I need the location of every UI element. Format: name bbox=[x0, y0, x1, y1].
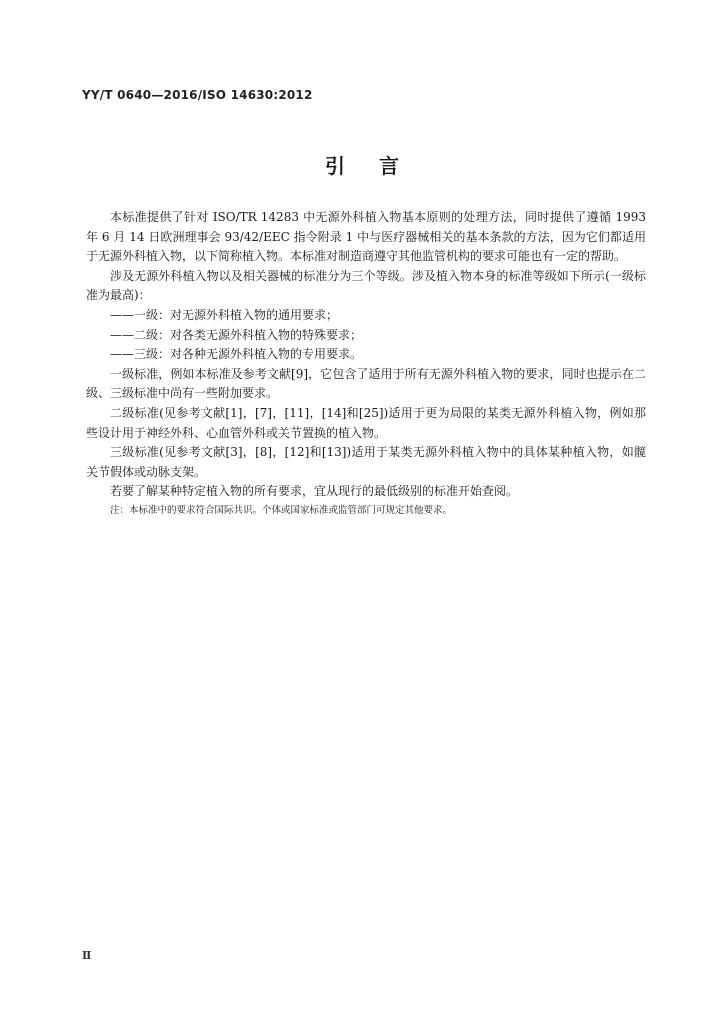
list-item-level-2: ——二级：对各类无源外科植入物的特殊要求； bbox=[110, 327, 363, 342]
page-title: 引言 bbox=[325, 154, 433, 178]
list-item-level-1: ——一级：对无源外科植入物的通用要求； bbox=[110, 307, 339, 322]
paragraph-level-2-standards: 二级标准(见参考文献[1]，[7]，[11]，[14]和[25])适用于更为局限的某类无源外科植入物，例如那些设计用于神经外科、心血管外科或关节置换的植入物。 bbox=[86, 405, 646, 440]
paragraph-scope: 本标准提供了针对 ISO/TR 14283 中无源外科植入物基本原则的处理方法，同时提供了遵循 1993 年 6 月 14 日欧洲理事会 93/42/EEC 指令附录 1 中与医疗器械相关的基本条款的方法，因为它们都适用于无源外科植入物，以下简称植入物。本标准对制造商遵守其他监管机构的要求可能也有一定的帮助。 bbox=[86, 210, 646, 264]
list-item-level-3: ——三级：对各种无源外科植入物的专用要求。 bbox=[110, 347, 363, 362]
standard-code-header: YY/T 0640—2016/ISO 14630:2012 bbox=[82, 88, 313, 102]
paragraph-level-1-standards: 一级标准，例如本标准及参考文献[9]，它包含了适用于所有无源外科植入物的要求，同时也提示在二级、三级标准中尚有一些附加要求。 bbox=[86, 366, 646, 401]
paragraph-level-3-standards: 三级标准(见参考文献[3]，[8]，[12]和[13])适用于某类无源外科植入物中的具体某种植入物，如髋关节假体或动脉支架。 bbox=[86, 445, 646, 479]
paragraph-guidance: 若要了解某种特定植入物的所有要求，宜从现行的最低级别的标准开始查阅。 bbox=[110, 484, 519, 499]
introduction-body bbox=[86, 208, 646, 520]
paragraph-levels-intro: 涉及无源外科植入物以及相关器械的标准分为三个等级。涉及植入物本身的标准等级如下所示(一级标准为最高)： bbox=[86, 268, 646, 303]
note: 注：本标准中的要求符合国际共识。个体或国家标准或监管部门可规定其他要求。 bbox=[110, 504, 453, 516]
page-number: Ⅱ bbox=[82, 949, 92, 962]
